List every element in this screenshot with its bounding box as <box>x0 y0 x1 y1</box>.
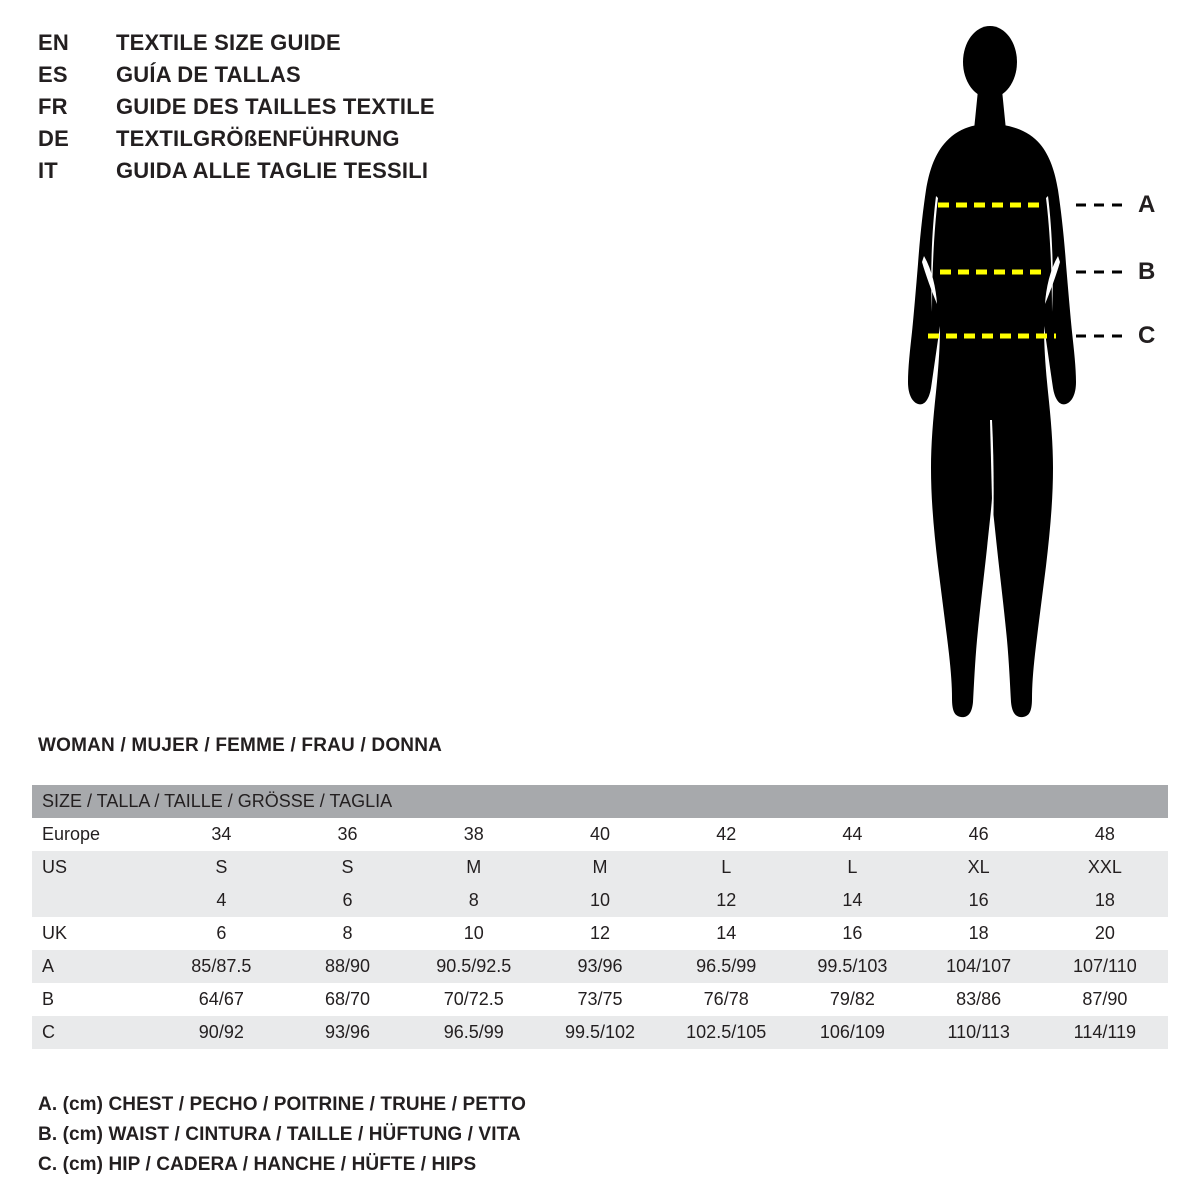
table-cell: 90.5/92.5 <box>411 950 537 983</box>
table-cell: 114/119 <box>1042 1016 1168 1049</box>
table-row <box>32 818 1168 851</box>
table-cell: 76/78 <box>663 983 789 1016</box>
marker-label-b: B <box>1138 258 1156 285</box>
table-row <box>32 950 1168 983</box>
legend <box>38 1090 526 1180</box>
row-label: B <box>32 983 158 1016</box>
table-cell: 12 <box>537 917 663 950</box>
table-cell: 96.5/99 <box>411 1016 537 1049</box>
table-cell: 16 <box>916 884 1042 917</box>
table-cell: 48 <box>1042 818 1168 851</box>
table-cell: 10 <box>537 884 663 917</box>
table-cell: M <box>411 851 537 884</box>
table-cell: 8 <box>284 917 410 950</box>
table-header-cell: SIZE / TALLA / TAILLE / GRÖSSE / TAGLIA <box>32 785 1168 818</box>
body-silhouette <box>908 26 1076 717</box>
title-lang-code: EN <box>38 30 69 55</box>
title-text: GUÍA DE TALLAS <box>116 62 301 87</box>
table-cell: 6 <box>158 917 284 950</box>
table-cell: L <box>789 851 915 884</box>
table-row <box>32 1016 1168 1049</box>
table-cell: 88/90 <box>284 950 410 983</box>
marker-label-c: C <box>1138 322 1156 349</box>
table-cell: 107/110 <box>1042 950 1168 983</box>
row-label: US <box>32 851 158 884</box>
section-label: WOMAN / MUJER / FEMME / FRAU / DONNA <box>38 735 443 756</box>
table-cell: 102.5/105 <box>663 1016 789 1049</box>
table-row <box>32 851 1168 884</box>
table-cell: 99.5/103 <box>789 950 915 983</box>
legend-row-a: A. (cm) CHEST / PECHO / POITRINE / TRUHE / PETTO <box>38 1094 526 1115</box>
table-cell: 83/86 <box>916 983 1042 1016</box>
table-cell: 38 <box>411 818 537 851</box>
table-cell: 4 <box>158 884 284 917</box>
legend-row-c: C. (cm) HIP / CADERA / HANCHE / HÜFTE / HIPS <box>38 1154 477 1175</box>
table-cell: XXL <box>1042 851 1168 884</box>
table-row <box>32 983 1168 1016</box>
marker-label-a: A <box>1138 191 1156 218</box>
table-cell: 68/70 <box>284 983 410 1016</box>
table-cell: 70/72.5 <box>411 983 537 1016</box>
table-cell: 93/96 <box>284 1016 410 1049</box>
title-lang-code: IT <box>38 158 58 183</box>
table-cell: 93/96 <box>537 950 663 983</box>
title-text: GUIDA ALLE TAGLIE TESSILI <box>116 158 429 183</box>
table-cell: 104/107 <box>916 950 1042 983</box>
title-text: TEXTILGRÖßENFÜHRUNG <box>116 126 400 151</box>
title-lang-code: FR <box>38 94 68 119</box>
table-cell: 10 <box>411 917 537 950</box>
table-cell: 96.5/99 <box>663 950 789 983</box>
table-cell: 8 <box>411 884 537 917</box>
table-row <box>32 884 1168 917</box>
table-cell: 36 <box>284 818 410 851</box>
row-label: Europe <box>32 818 158 851</box>
table-cell: S <box>284 851 410 884</box>
title-block <box>38 30 658 190</box>
title-text: GUIDE DES TAILLES TEXTILE <box>116 94 435 119</box>
row-label: UK <box>32 917 158 950</box>
title-row <box>38 94 658 126</box>
title-lang-code: DE <box>38 126 69 151</box>
table-cell: 73/75 <box>537 983 663 1016</box>
table-cell: 42 <box>663 818 789 851</box>
title-row <box>38 126 658 158</box>
title-row <box>38 30 658 62</box>
row-label: C <box>32 1016 158 1049</box>
table-cell: M <box>537 851 663 884</box>
table-cell: 99.5/102 <box>537 1016 663 1049</box>
table-cell: 79/82 <box>789 983 915 1016</box>
table-cell: 20 <box>1042 917 1168 950</box>
table-cell: 18 <box>916 917 1042 950</box>
size-table <box>32 785 1168 1049</box>
table-cell: 14 <box>789 884 915 917</box>
table-cell: 34 <box>158 818 284 851</box>
table-cell: 106/109 <box>789 1016 915 1049</box>
table-cell: 40 <box>537 818 663 851</box>
title-text: TEXTILE SIZE GUIDE <box>116 30 341 55</box>
table-cell: L <box>663 851 789 884</box>
legend-row-b: B. (cm) WAIST / CINTURA / TAILLE / HÜFTUNG / VITA <box>38 1124 521 1145</box>
table-header-row <box>32 785 1168 818</box>
table-cell: 90/92 <box>158 1016 284 1049</box>
table-cell: 6 <box>284 884 410 917</box>
table-cell: XL <box>916 851 1042 884</box>
table-cell: 12 <box>663 884 789 917</box>
title-row <box>38 158 658 190</box>
table-cell: 64/67 <box>158 983 284 1016</box>
table-cell: 110/113 <box>916 1016 1042 1049</box>
table-cell: 14 <box>663 917 789 950</box>
table-cell: 18 <box>1042 884 1168 917</box>
table-cell: 87/90 <box>1042 983 1168 1016</box>
title-lang-code: ES <box>38 62 68 87</box>
row-label: A <box>32 950 158 983</box>
table-cell: S <box>158 851 284 884</box>
table-cell: 44 <box>789 818 915 851</box>
female-body-figure <box>880 20 1180 740</box>
row-label <box>32 884 158 917</box>
table-row <box>32 917 1168 950</box>
table-cell: 16 <box>789 917 915 950</box>
table-cell: 46 <box>916 818 1042 851</box>
table-cell: 85/87.5 <box>158 950 284 983</box>
title-row <box>38 62 658 94</box>
